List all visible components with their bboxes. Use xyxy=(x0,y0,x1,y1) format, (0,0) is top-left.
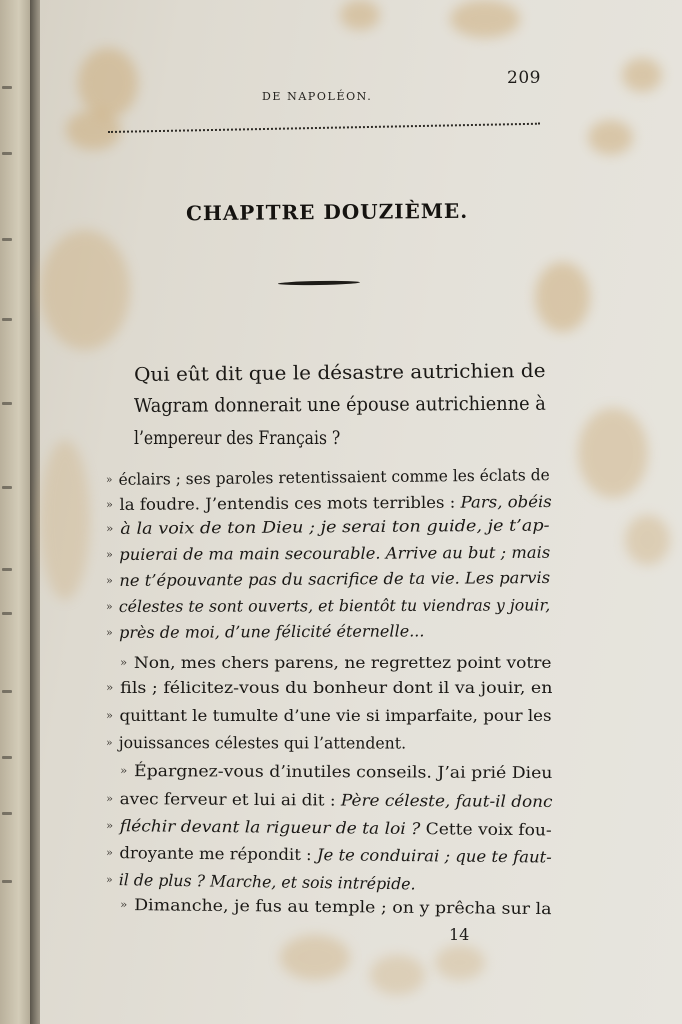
quote-mark: » xyxy=(105,625,113,639)
body-line xyxy=(106,543,550,564)
quote-mark: » xyxy=(105,521,114,535)
italic-text: célestes te sont ouverts, et bientôt tu viendras y jouir, xyxy=(118,595,551,616)
roman-text: éclairs ; ses paroles retentissaient comme les éclats de xyxy=(118,465,550,489)
italic-text: ne t’épouvante pas du sacrifice de ta vie. Les parvis xyxy=(119,567,551,590)
page-number: 209 xyxy=(507,68,541,88)
italic-text: Pars, obéis xyxy=(460,491,552,512)
quote-mark: » xyxy=(106,709,114,722)
roman-text: Dimanche, je fus au temple ; on y prêcha sur la xyxy=(134,895,552,919)
lead-line: Wagram donnerait une épouse autrichienne à xyxy=(133,392,546,417)
quote-mark: » xyxy=(105,472,113,486)
body-line xyxy=(106,816,552,839)
roman-text: avec ferveur et lui ai dit : xyxy=(119,789,342,810)
quote-mark: » xyxy=(106,681,114,694)
body-line xyxy=(106,595,550,616)
italic-text: à la voix de ton Dieu ; je serai ton guide, je t’ap- xyxy=(120,515,550,538)
body-line xyxy=(106,568,550,590)
italic-text: puierai de ma main secourable. Arrive au but ; mais xyxy=(119,542,551,564)
running-head: DE NAPOLÉON. xyxy=(262,90,373,103)
quote-mark: » xyxy=(120,656,128,669)
roman-text: quittant le tumulte d’une vie si imparfaite, pour les xyxy=(119,706,552,725)
roman-text: jouissances célestes qui l’attendent. xyxy=(118,733,407,753)
quote-mark: » xyxy=(105,792,114,806)
quote-mark: » xyxy=(105,873,113,887)
quote-mark: » xyxy=(105,736,113,750)
roman-text: la foudre. J’entendis ces mots terribles : xyxy=(119,492,461,514)
roman-text: fils ; félicitez-vous du bonheur dont il va jouir, en xyxy=(120,678,553,697)
body-line xyxy=(106,706,552,725)
quote-mark: » xyxy=(105,497,113,511)
quote-mark: » xyxy=(105,547,113,561)
lead-line: Qui eût dit que le désastre autrichien de xyxy=(133,359,546,386)
roman-text: Cette voix fou- xyxy=(420,819,552,840)
quote-mark: » xyxy=(119,764,128,778)
quote-mark: » xyxy=(105,846,114,860)
body-line xyxy=(106,843,552,867)
quote-mark: » xyxy=(119,898,128,912)
quote-mark: » xyxy=(105,599,113,613)
body-line xyxy=(120,653,552,672)
italic-text: Je te conduirai ; que te faut- xyxy=(316,845,552,867)
roman-text: Non, mes chers parens, ne regrettez point votre xyxy=(133,653,552,672)
lead-line: l’empereur des Français ? xyxy=(134,427,341,449)
chapter-title: CHAPITRE DOUZIÈME. xyxy=(185,198,469,226)
roman-text: Épargnez-vous d’inutiles conseils. J’ai prié Dieu xyxy=(133,761,553,783)
body-line xyxy=(106,733,406,753)
italic-text: Père céleste, faut-il donc xyxy=(340,790,553,811)
body-line xyxy=(120,895,552,918)
body-line xyxy=(120,761,553,782)
quote-mark: » xyxy=(105,819,114,833)
italic-text: il de plus ? Marche, et sois intrépide. xyxy=(118,870,416,894)
body-line xyxy=(106,870,416,893)
body-line xyxy=(106,492,552,514)
body-line xyxy=(106,789,553,811)
roman-text: droyante me répondit : xyxy=(119,843,318,865)
italic-text: près de moi, d’une félicité éternelle... xyxy=(118,621,425,642)
body-line xyxy=(106,465,550,489)
quote-mark: » xyxy=(105,573,113,587)
signature-mark: 14 xyxy=(449,925,470,944)
body-line xyxy=(106,515,550,538)
body-line xyxy=(106,678,552,697)
italic-text: fléchir devant la rigueur de ta loi ? xyxy=(119,816,421,839)
body-line xyxy=(106,621,425,642)
